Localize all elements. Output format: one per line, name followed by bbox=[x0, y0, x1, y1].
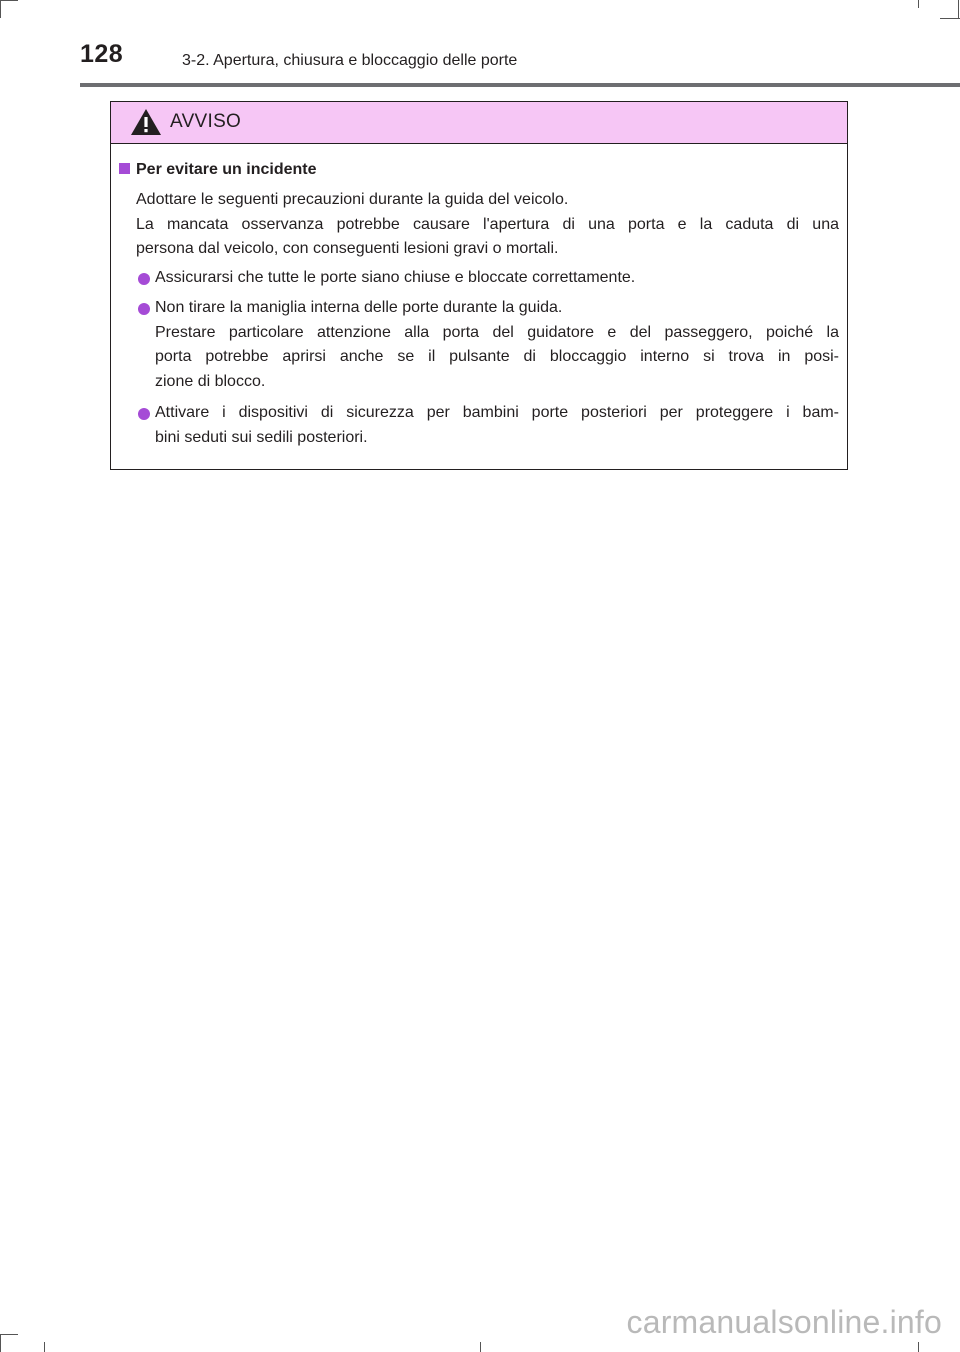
text-line: Prestare particolare attenzione alla porta del guidatore e del passeggero, poiché la bbox=[155, 323, 839, 341]
circle-bullet-icon bbox=[138, 303, 150, 315]
watermark: carmanualsonline.info bbox=[626, 1304, 942, 1340]
section-title: 3-2. Apertura, chiusura e bloccaggio delle porte bbox=[182, 52, 518, 69]
crop-mark bbox=[918, 0, 919, 8]
text-line: bini seduti sui sedili posteriori. bbox=[155, 428, 368, 446]
bullet-item bbox=[155, 401, 839, 450]
page-number: 128 bbox=[80, 40, 124, 68]
crop-mark bbox=[44, 1342, 45, 1352]
bullet-item bbox=[155, 296, 839, 394]
warning-heading bbox=[119, 161, 317, 179]
header-rule bbox=[80, 83, 960, 87]
text-line: Non tirare la maniglia interna delle porte durante la guida. bbox=[155, 299, 563, 316]
text-line: zione di blocco. bbox=[155, 372, 266, 390]
crop-mark bbox=[958, 0, 959, 18]
warning-header bbox=[111, 102, 847, 144]
crop-mark bbox=[940, 18, 960, 19]
warning-heading-text: Per evitare un incidente bbox=[136, 161, 317, 178]
crop-mark bbox=[0, 1334, 18, 1335]
circle-bullet-icon bbox=[138, 273, 150, 285]
crop-mark bbox=[480, 1342, 481, 1352]
square-bullet-icon bbox=[119, 163, 130, 174]
warning-triangle-icon bbox=[130, 108, 162, 136]
text-line: persona dal veicolo, con conseguenti lesioni gravi o mortali. bbox=[136, 240, 559, 257]
crop-mark bbox=[918, 1342, 919, 1352]
warning-box bbox=[110, 101, 848, 470]
crop-mark bbox=[0, 1334, 1, 1352]
warning-title: AVVISO bbox=[170, 111, 242, 132]
text-line: La mancata osservanza potrebbe causare l'apertura di una porta e la caduta di una bbox=[136, 215, 839, 233]
crop-mark bbox=[0, 0, 1, 18]
intro-paragraph bbox=[136, 188, 839, 262]
text-line: Assicurarsi che tutte le porte siano chiuse e bloccate correttamente. bbox=[155, 269, 636, 286]
text-line: porta potrebbe aprirsi anche se il pulsante di bloccaggio interno si trova in posi- bbox=[155, 348, 839, 365]
crop-mark bbox=[0, 0, 18, 1]
circle-bullet-icon bbox=[138, 408, 150, 420]
text-line: Attivare i dispositivi di sicurezza per bambini porte posteriori per proteggere i bam- bbox=[155, 404, 839, 421]
text-line: Adottare le seguenti precauzioni durante la guida del veicolo. bbox=[136, 191, 569, 208]
bullet-item bbox=[155, 266, 839, 291]
